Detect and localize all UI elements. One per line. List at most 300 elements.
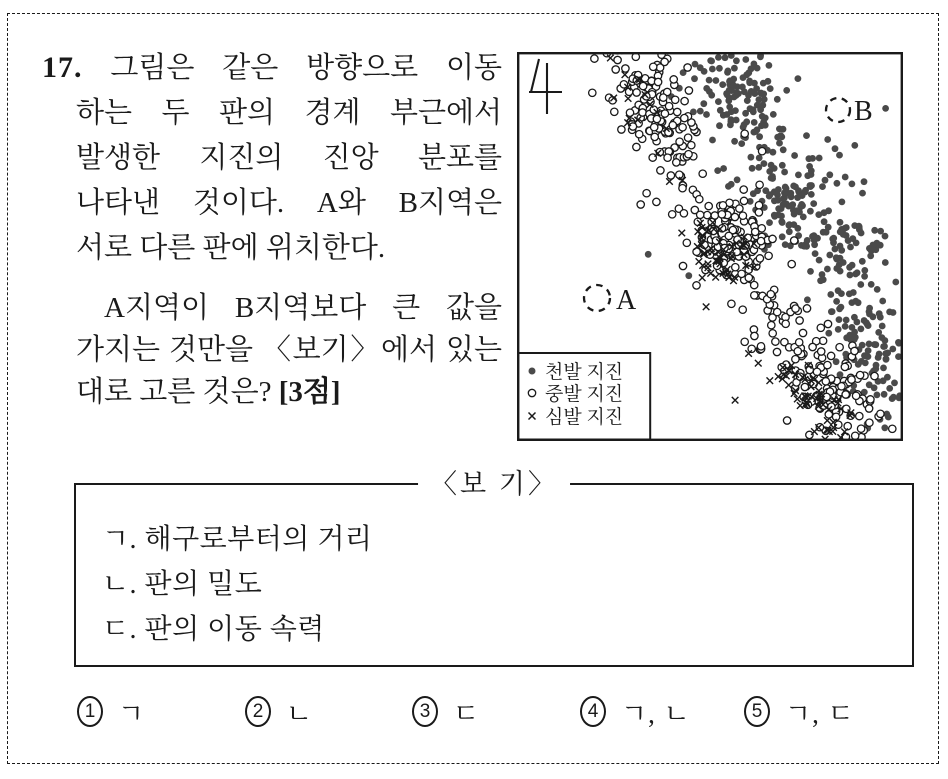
epicenter-point xyxy=(852,392,859,399)
question-stem xyxy=(42,46,502,271)
epicenter-point xyxy=(866,311,873,318)
epicenter-point xyxy=(843,232,850,239)
epicenter-point xyxy=(734,176,741,183)
epicenter-point xyxy=(880,365,887,372)
epicenter-point xyxy=(618,126,625,133)
epicenter-point xyxy=(679,124,686,131)
epicenter-point xyxy=(822,378,829,385)
epicenter-point xyxy=(681,97,688,104)
choice-2[interactable] xyxy=(245,694,313,728)
epicenter-point xyxy=(788,260,795,267)
epicenter-point xyxy=(643,190,650,197)
epicenter-point xyxy=(740,186,747,193)
epicenter-point xyxy=(796,339,803,346)
epicenter-point xyxy=(783,87,790,94)
epicenter-point xyxy=(832,145,839,152)
choice-1-circled-number: 1 xyxy=(77,696,103,727)
epicenter-point xyxy=(836,262,843,269)
epicenter-point xyxy=(819,183,826,190)
epicenter-point xyxy=(889,395,896,402)
epicenter-point xyxy=(612,66,619,73)
epicenter-point xyxy=(661,58,668,65)
epicenter-point xyxy=(679,185,686,192)
epicenter-point xyxy=(708,58,715,65)
epicenter-point xyxy=(783,417,790,424)
epicenter-point xyxy=(858,326,865,333)
choice-4-circled-number: 4 xyxy=(580,696,606,727)
epicenter-point xyxy=(665,103,672,110)
epicenter-point xyxy=(719,202,726,209)
epicenter-point xyxy=(761,160,768,167)
epicenter-point xyxy=(751,281,758,288)
epicenter-point xyxy=(769,330,776,337)
epicenter-point xyxy=(699,275,706,282)
epicenter-point xyxy=(881,424,888,431)
epicenter-point xyxy=(858,230,865,237)
epicenter-point xyxy=(715,98,722,105)
choice-3-label: ㄷ xyxy=(453,698,481,729)
question-line xyxy=(42,46,502,91)
epicenter-point xyxy=(804,296,811,303)
epicenter-point xyxy=(812,250,819,257)
epicenter-point xyxy=(742,56,749,63)
epicenter-point xyxy=(797,402,804,409)
legend-label-shallow: 천발 지진 xyxy=(545,362,624,383)
epicenter-point xyxy=(882,105,889,112)
epicenter-point xyxy=(809,155,816,162)
epicenter-point xyxy=(651,124,658,131)
epicenter-point xyxy=(836,316,843,323)
epicenter-point xyxy=(772,338,779,345)
choice-4[interactable] xyxy=(580,694,691,728)
epicenter-point xyxy=(779,162,786,169)
epicenter-point xyxy=(703,304,710,311)
epicenter-point xyxy=(794,348,801,355)
epicenter-point xyxy=(733,92,740,99)
epicenter-point xyxy=(725,68,732,75)
epicenter-point xyxy=(779,219,786,226)
epicenter-point xyxy=(750,106,757,113)
epicenter-point xyxy=(755,209,762,216)
epicenter-point xyxy=(852,334,859,341)
points-tag: [3점] xyxy=(278,376,341,408)
epicenter-point xyxy=(765,78,772,85)
epicenter-point xyxy=(771,197,778,204)
epicenter-point xyxy=(704,211,711,218)
epicenter-point xyxy=(877,410,884,417)
epicenter-point xyxy=(709,66,716,73)
epicenter-point xyxy=(757,54,764,61)
epicenter-point xyxy=(653,198,660,205)
epicenter-point xyxy=(851,347,858,354)
choice-2-label: ㄴ xyxy=(286,698,314,729)
epicenter-point xyxy=(786,228,793,235)
epicenter-point xyxy=(683,239,690,246)
epicenter-point xyxy=(756,133,763,140)
epicenter-point xyxy=(824,320,831,327)
epicenter-point xyxy=(746,78,753,85)
epicenter-point xyxy=(766,219,773,226)
epicenter-point xyxy=(751,119,758,126)
epicenter-point xyxy=(699,170,706,177)
epicenter-point xyxy=(828,308,835,315)
epicenter-point xyxy=(859,342,866,349)
epicenter-point xyxy=(679,230,686,237)
epicenter-point xyxy=(670,76,677,83)
epicenter-point xyxy=(724,111,731,118)
choice-5[interactable] xyxy=(744,694,855,728)
question-line-text: 그림은 같은 방향으로 이동 xyxy=(110,52,503,84)
epicenter-point xyxy=(607,55,614,62)
choice-3-circled-number: 3 xyxy=(412,696,438,727)
choice-2-circled-number: 2 xyxy=(245,696,271,727)
epicenter-point xyxy=(759,113,766,120)
epicenter-point xyxy=(633,89,640,96)
epicenter-point xyxy=(713,77,720,84)
epicenter-point xyxy=(815,211,822,218)
epicenter-point xyxy=(822,177,829,184)
epicenter-point xyxy=(871,384,878,391)
epicenter-point xyxy=(651,133,658,140)
epicenter-point xyxy=(871,227,878,234)
epicenter-point xyxy=(717,107,724,114)
epicenter-point xyxy=(700,100,707,107)
epicenter-point xyxy=(847,244,854,251)
epicenter-point xyxy=(727,77,734,84)
boki-item-g: ㄱ. 해구로부터의 거리 xyxy=(102,524,373,555)
epicenter-point xyxy=(785,382,792,389)
epicenter-point xyxy=(703,85,710,92)
epicenter-point xyxy=(827,352,834,359)
epicenter-point xyxy=(745,274,752,281)
epicenter-point xyxy=(811,241,818,248)
epicenter-point xyxy=(653,115,660,122)
epicenter-point xyxy=(768,322,775,329)
epicenter-point xyxy=(731,138,738,145)
epicenter-point xyxy=(810,200,817,207)
epicenter-point xyxy=(824,266,831,273)
epicenter-point xyxy=(861,178,868,185)
epicenter-point xyxy=(824,361,831,368)
epicenter-point xyxy=(669,122,676,129)
epicenter-point xyxy=(851,142,858,149)
epicenter-point xyxy=(696,258,703,265)
epicenter-point xyxy=(794,194,801,201)
epicenter-point xyxy=(762,187,769,194)
epicenter-point xyxy=(732,397,739,404)
epicenter-point xyxy=(806,163,813,170)
epicenter-point xyxy=(774,192,781,199)
epicenter-point xyxy=(714,167,721,174)
epicenter-point xyxy=(789,202,796,209)
epicenter-point xyxy=(892,279,899,286)
epicenter-point xyxy=(681,114,688,121)
question-number: 17. xyxy=(42,51,83,84)
epicenter-point xyxy=(718,211,725,218)
epicenter-point xyxy=(685,87,692,94)
epicenter-point xyxy=(701,68,708,75)
epicenter-point xyxy=(884,350,891,357)
epicenter-point xyxy=(738,270,745,277)
epicenter-point xyxy=(705,202,712,209)
epicenter-point xyxy=(691,75,698,82)
epicenter-point xyxy=(770,111,777,118)
epicenter-point xyxy=(672,96,679,103)
epicenter-point xyxy=(673,159,680,166)
epicenter-point xyxy=(803,132,810,139)
epicenter-point xyxy=(861,267,868,274)
epicenter-point xyxy=(633,143,640,150)
question-line: 하는 두 판의 경계 부근에서 xyxy=(76,97,502,129)
epicenter-point xyxy=(817,324,824,331)
epicenter-point xyxy=(725,232,732,239)
epicenter-point xyxy=(782,320,789,327)
epicenter-point xyxy=(766,62,773,69)
region-a-dashed-circle xyxy=(584,285,610,311)
boki-item-n: ㄴ. 판의 밀도 xyxy=(102,569,263,600)
epicenter-point xyxy=(661,110,668,117)
epicenter-point xyxy=(871,341,878,348)
epicenter-point xyxy=(886,385,893,392)
epicenter-point xyxy=(774,96,781,103)
prompt-line xyxy=(42,371,502,413)
epicenter-point xyxy=(855,299,862,306)
epicenter-point xyxy=(881,391,888,398)
prompt-line-text: 대로 고른 것은? xyxy=(76,376,272,408)
epicenter-point xyxy=(849,262,856,269)
epicenter-point xyxy=(684,64,691,71)
question-prompt xyxy=(42,287,502,413)
epicenter-point xyxy=(591,55,598,62)
epicenter-point xyxy=(614,56,621,63)
epicenter-point xyxy=(792,184,799,191)
epicenter-point xyxy=(754,126,761,133)
epicenter-point xyxy=(771,165,778,172)
epicenter-point xyxy=(849,324,856,331)
choice-4-label: ㄱ, ㄴ xyxy=(621,698,691,729)
epicenter-point xyxy=(879,298,886,305)
epicenter-point xyxy=(722,54,729,61)
epicenter-point xyxy=(731,65,738,72)
epicenter-point xyxy=(843,317,850,324)
epicenter-point xyxy=(779,233,786,240)
epicenter-point xyxy=(818,348,825,355)
epicenter-point xyxy=(748,88,755,95)
epicenter-point xyxy=(884,374,891,381)
epicenter-point xyxy=(877,314,884,321)
epicenter-point xyxy=(751,292,758,299)
prompt-line: A지역이 B지역보다 큰 값을 xyxy=(104,292,502,324)
epicenter-point xyxy=(664,154,671,161)
epicenter-point xyxy=(750,190,757,197)
epicenter-point xyxy=(804,237,811,244)
legend-label-intermediate: 중발 지진 xyxy=(545,384,624,405)
choice-1-label: ㄱ xyxy=(118,698,146,729)
epicenter-point xyxy=(639,109,646,116)
epicenter-point xyxy=(716,122,723,129)
epicenter-point xyxy=(696,196,703,203)
epicenter-point xyxy=(685,151,692,158)
epicenter-point xyxy=(774,308,781,315)
epicenter-point xyxy=(611,108,618,115)
epicenter-point xyxy=(780,146,787,153)
epicenter-point xyxy=(739,306,746,313)
epicenter-point xyxy=(835,287,842,294)
epicenter-point xyxy=(741,88,748,95)
epicenter-point xyxy=(859,258,866,265)
epicenter-point xyxy=(882,259,889,266)
epicenter-point xyxy=(861,273,868,280)
epicenter-point xyxy=(622,65,629,72)
epicenter-point xyxy=(826,252,833,259)
epicenter-point xyxy=(757,106,764,113)
epicenter-point xyxy=(669,211,676,218)
epicenter-point xyxy=(755,360,762,367)
epicenter-point xyxy=(833,298,840,305)
epicenter-point xyxy=(751,332,758,339)
epicenter-point xyxy=(715,54,722,61)
epicenter-point xyxy=(795,75,802,82)
epicenter-point xyxy=(791,152,798,159)
epicenter-point xyxy=(856,412,863,419)
epicenter-point xyxy=(742,110,749,117)
epicenter-point xyxy=(720,165,727,172)
legend-label-deep: 심발 지진 xyxy=(545,407,624,428)
epicenter-point xyxy=(827,291,834,298)
epicenter-point xyxy=(848,376,855,383)
legend-filled-circle-icon xyxy=(529,368,536,375)
epicenter-point xyxy=(748,154,755,161)
epicenter-point xyxy=(709,137,716,144)
epicenter-point xyxy=(739,212,746,219)
epicenter-point xyxy=(803,305,810,312)
epicenter-point xyxy=(792,305,799,312)
epicenter-point xyxy=(749,165,756,172)
epicenter-point xyxy=(741,338,748,345)
epicenter-point xyxy=(728,181,735,188)
epicenter-point xyxy=(852,432,859,439)
epicenter-point xyxy=(880,343,887,350)
choice-1[interactable] xyxy=(77,694,145,728)
epicenter-point xyxy=(799,329,806,336)
epicenter-point xyxy=(705,261,712,268)
epicenter-point xyxy=(879,334,886,341)
choice-5-circled-number: 5 xyxy=(744,696,770,727)
epicenter-point xyxy=(697,108,704,115)
region-a-label: A xyxy=(616,285,637,316)
epicenter-point xyxy=(676,138,683,145)
epicenter-point xyxy=(807,182,814,189)
epicenter-map-figure xyxy=(517,52,903,441)
epicenter-point xyxy=(740,197,747,204)
epicenter-point xyxy=(778,205,785,212)
epicenter-point xyxy=(838,383,845,390)
epicenter-point xyxy=(708,92,715,99)
epicenter-point xyxy=(654,78,661,85)
epicenter-point xyxy=(798,242,805,249)
epicenter-point xyxy=(875,354,882,361)
epicenter-point xyxy=(791,211,798,218)
epicenter-point xyxy=(794,225,801,232)
epicenter-point xyxy=(816,155,823,162)
epicenter-point xyxy=(859,190,866,197)
epicenter-point xyxy=(757,343,764,350)
epicenter-point xyxy=(629,123,636,130)
prompt-line: 가지는 것만을 〈보기〉에서 있는 xyxy=(76,334,502,366)
epicenter-point xyxy=(756,181,763,188)
epicenter-point xyxy=(769,235,776,242)
epicenter-point xyxy=(838,247,845,254)
epicenter-point xyxy=(839,199,846,206)
epicenter-point xyxy=(771,212,778,219)
epicenter-point xyxy=(748,345,755,352)
epicenter-point xyxy=(852,271,859,278)
epicenter-point xyxy=(857,281,864,288)
epicenter-point xyxy=(866,419,873,426)
question-line: 발생한 지진의 진앙 분포를 xyxy=(76,142,502,174)
epicenter-point xyxy=(868,281,875,288)
epicenter-point xyxy=(719,81,726,88)
figure-legend xyxy=(518,353,650,440)
epicenter-point xyxy=(804,172,811,179)
epicenter-point xyxy=(767,377,774,384)
epicenter-point xyxy=(838,304,845,311)
epicenter-point xyxy=(733,57,740,64)
epicenter-point xyxy=(770,149,777,156)
epicenter-point xyxy=(773,348,780,355)
epicenter-point xyxy=(891,380,898,387)
region-b-label: B xyxy=(854,96,873,127)
epicenter-point xyxy=(761,96,768,103)
epicenter-point xyxy=(667,172,674,179)
choice-3[interactable] xyxy=(412,694,480,728)
epicenter-point xyxy=(807,268,814,275)
boki-box xyxy=(74,469,914,667)
epicenter-point xyxy=(824,136,831,143)
epicenter-point xyxy=(874,392,881,399)
epicenter-point xyxy=(736,205,743,212)
epicenter-point xyxy=(842,323,849,330)
epicenter-point xyxy=(841,225,848,232)
epicenter-point xyxy=(712,274,719,281)
epicenter-point xyxy=(728,300,735,307)
epicenter-point xyxy=(813,368,820,375)
epicenter-point xyxy=(837,219,844,226)
epicenter-point xyxy=(823,229,830,236)
epicenter-point xyxy=(858,358,865,365)
epicenter-point xyxy=(856,223,863,230)
epicenter-point xyxy=(883,355,890,362)
epicenter-point xyxy=(674,108,681,115)
epicenter-point xyxy=(849,181,856,188)
legend-open-circle-icon xyxy=(528,389,535,396)
epicenter-point xyxy=(841,363,848,370)
epicenter-point xyxy=(703,111,710,118)
epicenter-point xyxy=(807,208,814,215)
region-b-dashed-circle xyxy=(826,98,850,122)
epicenter-point xyxy=(757,237,764,244)
epicenter-point xyxy=(825,207,832,214)
epicenter-point xyxy=(865,353,872,360)
epicenter-point xyxy=(870,242,877,249)
epicenter-point xyxy=(741,130,748,137)
epicenter-point xyxy=(795,172,802,179)
epicenter-point xyxy=(756,155,763,162)
question-line: 서로 다른 판에 위치한다. xyxy=(76,232,386,264)
epicenter-point xyxy=(830,235,837,242)
epicenter-point xyxy=(639,82,646,89)
epicenter-point xyxy=(821,218,828,225)
